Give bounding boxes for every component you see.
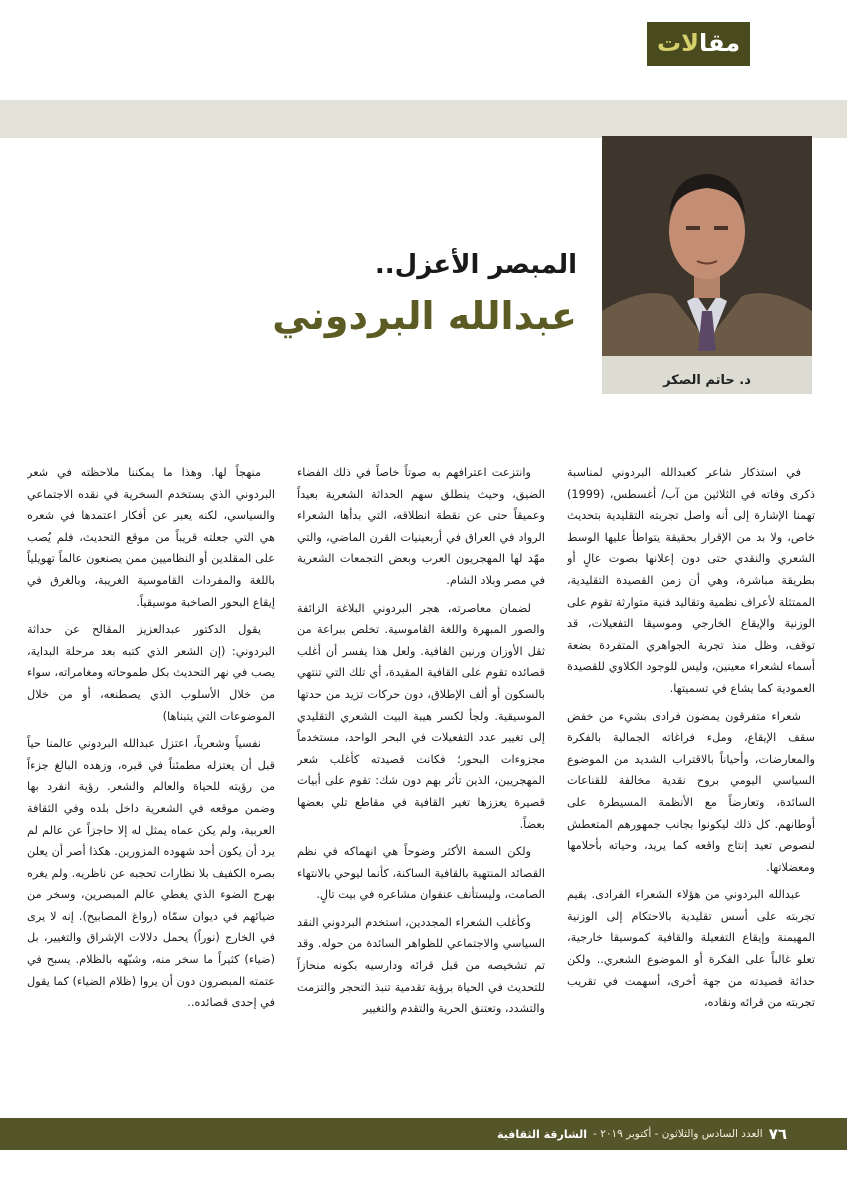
- paragraph: يقول الدكتور عبدالعزيز المقالح عن حداثة البردوني: (إن الشعر الذي كتبه بعد مرحلة البداية، يصب في نهر التحديث بكل طموحاته ومغامراته، سواء من خلال الأسلوب الذي يصطنعه، أو من خلال الموضوعات التي يتبناها): [27, 623, 275, 723]
- header-band: [0, 100, 847, 138]
- author-photo: [602, 136, 812, 356]
- section-tag: [647, 22, 750, 66]
- page-number: ٧٦: [768, 1125, 787, 1143]
- article-column-3: [27, 462, 275, 1112]
- author-photo-box: [602, 136, 812, 394]
- paragraph: وكأغلب الشعراء المجددين، استخدم البردوني النقد السياسي والاجتماعي للظواهر السائدة من حوله. وقد تم تشخيصه من قبل قرائه ودارسيه بكونه منحازاً للتحديث في الحياة برؤية تقدمية تنبذ التحجر والتزمت والتشدد، وتعتنق الحرية والتقدم والتغيير: [297, 915, 545, 1016]
- magazine-name: الشارقة الثقافية: [496, 1127, 588, 1141]
- article-columns: [25, 462, 815, 1112]
- paragraph: نفسياً وشعرياً، اعتزل عبدالله البردوني عالمنا حياً قبل أن يعتزله مطمئناً في قبره، وزهده البالغ جزءاً من رؤيته للحياة والعالم والشعر. رؤية انفرد بها وضمن موقعه في الشعرية داخل بلده وفي الثقافة العربية، ولم يكن عماه يمثل له إلا حاجزاً عن عالم لم يرد أن يكون أحد شهوده المزورين. هكذا أصر أن يعلن بصره الكفيف بلا نظارات تحجبه عن ناظريه. ولم يغره بهرج الضوء الذي يغطي عالم المبصرين، وسخر من ضيائهم في ديوان سمّاه (رواغ المصابيح). إنه لا يرى في الخارج (نوراً) يحمل دلالات الإشراق والتغيير، بل (ضياء) كثيراً ما سخر منه، وشبّهه بالظلام. يسبح في عتمته المبصرون دون أن يروا (ظلام الضياء) كما يقول في إحدى قصائده..: [27, 737, 275, 1010]
- paragraph: شعراء متفرقون يمضون فرادى بشيء من خفض سقف الإيقاع، وملء فراغاته الجمالية بالفكرة والمعارضات، وأحياناً بالاقتراب الشديد من الموضوع السياسي اليومي بروح نقدية مخالفة للقناعات السائدة، وتعارضاً مع الأنظمة المسيطرة على أوطانهم. كل ذلك ليكونوا بجانب جمهورهم المتعطش لنصوص تعيد إنتاج واقعه كما يريد، وحياته بأحلامها ومعضلاتها.: [567, 709, 815, 874]
- section-tag-main: مقا: [699, 29, 741, 57]
- article-title-block: [257, 250, 577, 338]
- article-title-line1: المبصر الأعزل..: [374, 250, 577, 280]
- section-label: [647, 22, 847, 66]
- paragraph: منهجاً لها. وهذا ما يمكننا ملاحظته في شعر البردوني الذي يستخدم السخرية في نقده الاجتماعي والسياسي، لكنه يعبر عن أفكار اعتمدها في شعره هي التي جعلته قريباً من موقع التحديث، فلم يُصب على المقلدين أو النظاميين ممن يصنعون عالماً تهويلياً باللغة والمفردات القاموسية الغريبة، وبالغرق في إيقاع البحور الصاخبة موسيقياً.: [27, 466, 275, 609]
- article-column-1: [567, 462, 815, 1112]
- paragraph: في استذكار شاعر كعبدالله البردوني لمناسبة ذكرى وفاته في الثلاثين من آب/ أغسطس، (1999) تهمنا الإشارة إلى أنه واصل تجربته التقليدية بتحديث خاص، ولا بد من الإقرار بحقيقة يتواطأ عليها الوسط الشعري والنقدي حتى دون إعلانها بصوت عالٍ أو بطريقة مباشرة، وهي أن زمن القصيدة التقليدية، الممتثلة لأعراف نظمية وتقاليد فنية متوارثة تقوم على الوزنية والإيقاع الخارجي وموسيقا التفعيلات، قد توقف، وظل منذ تجربة الجواهري المتفردة بضعة أسماء لشعراء معينين، وليس للوجود الكلاوي للقصيدة العمودية كما يشاع في تسميتها.: [567, 466, 815, 695]
- paragraph: وانتزعت اعترافهم به صوتاً خاصاً في ذلك الفضاء الضيق، وحيث ينطلق سهم الحداثة الشعرية بعيداً وعميقاً حتى عن نقطة انطلاقه، التي بدأها الشعراء الرواد في العراق في أربعينيات القرن الماضي، والتي مهّد لها المهجريون العرب وبعض التجمعات الشعرية في مصر وبلاد الشام.: [297, 466, 545, 587]
- footer-band: [0, 1118, 847, 1150]
- article-title-line2: عبدالله البردوني: [272, 294, 577, 338]
- paragraph: ولكن السمة الأكثر وضوحاً هي انهماكه في نظم القصائد المنتهية بالقافية الساكنة، كأنما ليوحي بالانتهاء الصامت، وليستأنف عنفوان مشاعره في بيت تالٍ.: [297, 845, 545, 902]
- section-tag-accent: لات: [657, 29, 699, 57]
- author-portrait-illustration: [602, 136, 812, 356]
- paragraph: لضمان معاصرته، هجر البردوني البلاغة الزائفة والصور المبهرة واللغة القاموسية. تخلص ببراعة من ثقل الأوزان ورنين القافية. ولعل هذا يفسر أن أغلب قصائده تقوم على القافية المقيدة، أي تلك التي تنتهي بالسكون أو ألف الإطلاق، دون حركات تزيد من حدتها الموسيقية. ولجأ لكسر هيبة البيت الشعري التقليدي إلى تغيير عدد التفعيلات في البحر الواحد، مستخدماً مجزوءات البحور؛ فكانت قصيدته كأغلب شعر المهجريين، الذين تأثر بهم دون شك: تقوم على أبيات قصيرة يعززها تغير القافية في مقاطع تلي بعضها بعضاً.: [297, 601, 545, 831]
- article-column-2: [297, 462, 545, 1112]
- issue-info: العدد السادس والثلاثون - أكتوبر ٢٠١٩ -: [593, 1128, 763, 1140]
- paragraph: عبدالله البردوني من هؤلاء الشعراء الفرادى. يقيم تجربته على أسس تقليدية بالاحتكام إلى الوزنية المهيمنة وإيقاع التفعيلة والقافية كموسيقا خارجية، تعلو غالباً على الفكرة أو الموضوع الشعري.. ولكن حداثة قصيدته من جهة أخرى، أسهمت في تقريب تجربته من قرائه ونقاده،: [567, 888, 815, 1010]
- photo-caption: د. حاتم الصكر: [663, 373, 751, 388]
